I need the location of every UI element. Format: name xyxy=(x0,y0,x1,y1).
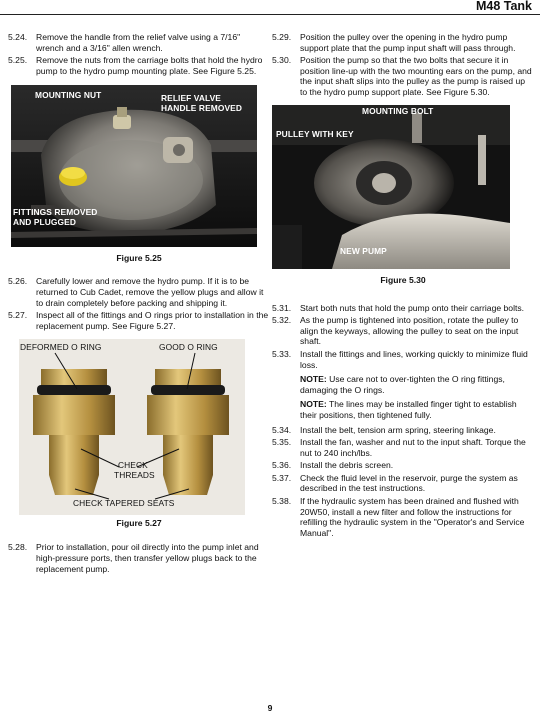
left-column xyxy=(8,32,270,576)
mounting-nut-callout: MOUNTING NUT xyxy=(35,90,102,101)
step-number: 5.30. xyxy=(272,55,292,66)
step-5-35 xyxy=(272,437,534,458)
step-text: Remove the handle from the relief valve using a 7/16" wrench and a 3/16" allen wrench. xyxy=(36,32,241,53)
step-number: 5.38. xyxy=(272,496,292,507)
step-number: 5.37. xyxy=(272,472,292,483)
note-label: NOTE: xyxy=(300,399,327,410)
tapered-seats-callout: CHECK TAPERED SEATS xyxy=(73,498,175,509)
note-text: Use care not to over-tighten the O ring fittings, damaging the O rings. xyxy=(300,374,505,395)
step-text: Inspect all of the fittings and O rings prior to installation in the replacement pump. See Figure 5.27. xyxy=(36,310,269,331)
step-5-37 xyxy=(272,473,534,494)
new-pump-callout: NEW PUMP xyxy=(340,245,387,256)
deformed-o-ring-callout: DEFORMED O RING xyxy=(20,342,102,353)
note-label: NOTE: xyxy=(300,374,327,385)
step-5-26 xyxy=(8,276,270,308)
note-text: The lines may be installed finger tight to establish their positions, then tightened fully. xyxy=(300,399,517,420)
step-text: As the pump is tightened into position, rotate the pulley to align the keyways, allowing the pulley to seat on the input shaft. xyxy=(300,315,519,347)
step-text: Install the belt, tension arm spring, steering linkage. xyxy=(300,424,496,435)
step-number: 5.24. xyxy=(8,32,28,42)
pulley-with-key-callout: PULLEY WITH KEY xyxy=(276,128,354,139)
step-text: Install the debris screen. xyxy=(300,460,394,471)
figure-5-27-photo xyxy=(19,339,245,515)
step-number: 5.28. xyxy=(8,542,28,553)
step-number: 5.34. xyxy=(272,424,292,435)
step-number: 5.26. xyxy=(8,276,28,287)
step-number: 5.35. xyxy=(272,437,292,448)
step-number: 5.29. xyxy=(272,32,292,42)
check-threads-callout: CHECK xyxy=(118,460,148,471)
fittings-photo-illustration xyxy=(19,339,245,515)
figure-5-25-caption: Figure 5.25 xyxy=(116,253,162,264)
step-text: Prior to installation, pour oil directly into the pump inlet and high-pressure ports, then transfer yellow plugs back to the replacement pump. xyxy=(36,542,259,574)
step-text: Remove the nuts from the carriage bolts that hold the hydro pump to the hydro pump mounting plate. See Figure 5.25. xyxy=(36,55,263,76)
step-number: 5.31. xyxy=(272,302,292,313)
mounting-bolt-callout: MOUNTING BOLT xyxy=(362,105,434,116)
step-text: Install the fittings and lines, working quickly to minimize fluid loss. xyxy=(300,348,528,370)
step-number: 5.36. xyxy=(272,460,292,471)
threads-callout: THREADS xyxy=(114,470,155,481)
and-plugged-callout: AND PLUGGED xyxy=(13,217,76,228)
step-5-36 xyxy=(272,460,534,471)
figure-5-30-photo xyxy=(272,105,510,269)
good-o-ring-callout: GOOD O RING xyxy=(159,342,218,353)
step-text: Position the pulley over the opening in the hydro pump support plate that the pump input shaft will pass through. xyxy=(300,32,516,53)
step-5-28 xyxy=(8,542,270,574)
page-number: 9 xyxy=(267,703,273,713)
step-5-25 xyxy=(8,55,270,76)
relief-valve-callout: RELIEF VALVE xyxy=(161,93,221,104)
figure-5-27-caption: Figure 5.27 xyxy=(116,518,162,529)
step-5-38 xyxy=(272,496,534,538)
step-text: Position the pump so that the two bolts that secure it in position line-up with the two mounting ears on the pump, and the input shaft slips into the pulley as the pump is raised up to the hydro pump support plate. See Figure 5.30. xyxy=(300,55,532,97)
right-column xyxy=(272,32,534,540)
step-text: Install the fan, washer and nut to the input shaft. Torque the nut to 240 inch/lbs. xyxy=(300,437,526,458)
step-text: Carefully lower and remove the hydro pump. If it is to be returned to Cub Cadet, remove the yellow plugs and allow it to drain completely before packing and shipping it. xyxy=(36,276,264,308)
header-rule xyxy=(0,14,540,15)
handle-removed-callout: HANDLE REMOVED xyxy=(161,103,242,114)
step-text: Start both nuts that hold the pump onto their carriage bolts. xyxy=(300,302,525,313)
note-over-tighten xyxy=(272,374,534,395)
fittings-removed-callout: FITTINGS REMOVED xyxy=(13,207,98,218)
step-5-27 xyxy=(8,310,270,331)
step-number: 5.25. xyxy=(8,55,28,66)
step-5-33 xyxy=(272,349,534,370)
step-number: 5.32. xyxy=(272,315,292,326)
step-5-29 xyxy=(272,32,534,53)
step-number: 5.33. xyxy=(272,348,292,359)
step-5-30 xyxy=(272,55,534,97)
step-text: If the hydraulic system has been drained and flushed with 20W50, install a new filter and follow the instructions for refilling the hydraulic system in the "Operator's and Service Manual". xyxy=(300,496,525,538)
step-number: 5.27. xyxy=(8,310,28,321)
step-text: Check the fluid level in the reservoir, purge the system as described in the test instructions. xyxy=(300,472,518,494)
step-5-31 xyxy=(272,303,534,314)
step-5-24 xyxy=(8,32,270,53)
step-5-34 xyxy=(272,425,534,436)
figure-5-25-photo xyxy=(11,85,257,247)
note-finger-tight xyxy=(272,399,534,420)
figure-5-30-caption: Figure 5.30 xyxy=(380,274,426,285)
step-5-32 xyxy=(272,315,534,347)
document-title: M48 Tank xyxy=(475,0,532,13)
